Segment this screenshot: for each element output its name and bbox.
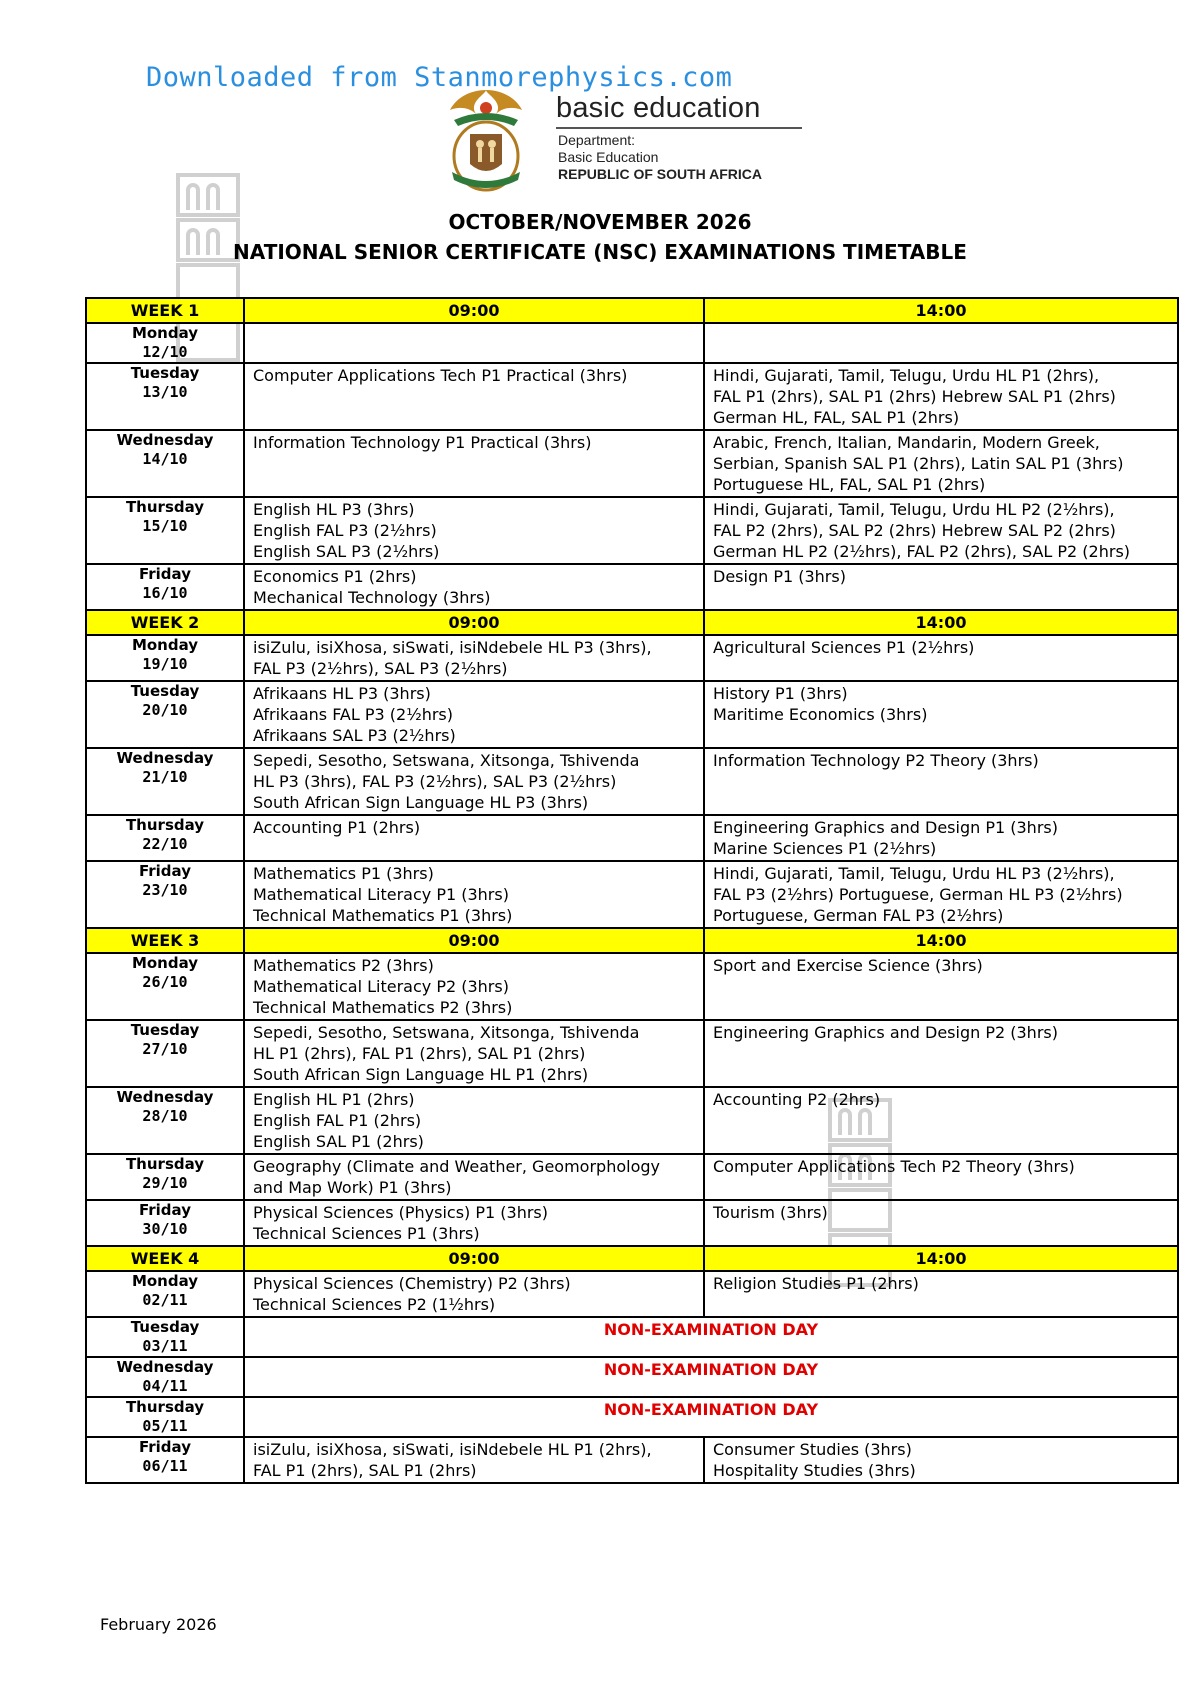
- day-date: 30/10: [142, 1220, 188, 1238]
- day-row: [86, 363, 1178, 430]
- day-row: [86, 748, 1178, 815]
- day-name: Tuesday: [130, 1318, 200, 1336]
- day-name: Thursday: [125, 816, 205, 834]
- day-date: 06/11: [142, 1457, 188, 1475]
- day-cell: [86, 1154, 244, 1200]
- day-name: Friday: [138, 1438, 191, 1456]
- day-cell: [86, 1357, 244, 1397]
- exam-entry: Hospitality Studies (3hrs): [713, 1461, 916, 1480]
- week-header-row: [86, 298, 1178, 323]
- exam-entry: English SAL P3 (2½hrs): [253, 542, 440, 561]
- dept-line-1: Department:: [558, 132, 636, 148]
- exam-entry: Computer Applications Tech P1 Practical (3hrs): [253, 366, 628, 385]
- day-cell: [86, 1317, 244, 1357]
- day-cell: [86, 1200, 244, 1246]
- exam-entry: Maritime Economics (3hrs): [713, 705, 928, 724]
- session-time-morning: 09:00: [244, 298, 704, 323]
- day-cell: [86, 564, 244, 610]
- exam-entry: Serbian, Spanish SAL P1 (2hrs), Latin SAL P1 (3hrs): [713, 454, 1124, 473]
- afternoon-session-cell: [704, 635, 1178, 681]
- day-name: Monday: [131, 636, 199, 654]
- session-time-afternoon: 14:00: [704, 1246, 1178, 1271]
- afternoon-session-cell: [704, 748, 1178, 815]
- week-label: WEEK 4: [86, 1246, 244, 1271]
- department-logo: [440, 86, 810, 198]
- exam-entry: Marine Sciences P1 (2½hrs): [713, 839, 937, 858]
- day-row: [86, 1437, 1178, 1483]
- day-row: [86, 1087, 1178, 1154]
- exam-entry: Tourism (3hrs): [713, 1203, 828, 1222]
- day-date: 21/10: [142, 768, 188, 786]
- exam-entry: Mathematics P1 (3hrs): [253, 864, 434, 883]
- afternoon-session-cell: [704, 953, 1178, 1020]
- exam-entry: History P1 (3hrs): [713, 684, 848, 703]
- exam-entry: Technical Mathematics P1 (3hrs): [253, 906, 513, 925]
- dept-line-2: Basic Education: [558, 149, 659, 165]
- exam-entry: Engineering Graphics and Design P2 (3hrs): [713, 1023, 1058, 1042]
- exam-entry: Sepedi, Sesotho, Setswana, Xitsonga, Tshivenda: [253, 1023, 640, 1042]
- exam-entry: Technical Sciences P1 (3hrs): [253, 1224, 480, 1243]
- exam-entry: Accounting P1 (2hrs): [253, 818, 421, 837]
- week-header-row: [86, 610, 1178, 635]
- exam-entry: Economics P1 (2hrs): [253, 567, 417, 586]
- exam-entry: Afrikaans HL P3 (3hrs): [253, 684, 431, 703]
- exam-entry: Physical Sciences (Chemistry) P2 (3hrs): [253, 1274, 571, 1293]
- morning-session-cell: [244, 1271, 704, 1317]
- exam-entry: Mathematics P2 (3hrs): [253, 956, 434, 975]
- day-name: Tuesday: [130, 1021, 200, 1039]
- morning-session-cell: [244, 953, 704, 1020]
- non-exam-day: NON-EXAMINATION DAY: [244, 1397, 1178, 1437]
- day-cell: [86, 748, 244, 815]
- afternoon-session-cell: [704, 430, 1178, 497]
- dept-line-3: REPUBLIC OF SOUTH AFRICA: [558, 166, 763, 182]
- day-row: [86, 564, 1178, 610]
- exam-entry: English FAL P3 (2½hrs): [253, 521, 437, 540]
- exam-entry: Technical Sciences P2 (1½hrs): [253, 1295, 496, 1314]
- week-header-row: [86, 928, 1178, 953]
- exam-entry: Mathematical Literacy P1 (3hrs): [253, 885, 509, 904]
- day-row: [86, 1200, 1178, 1246]
- exam-entry: Technical Mathematics P2 (3hrs): [253, 998, 513, 1017]
- page-title: OCTOBER/NOVEMBER 2026: [448, 210, 752, 234]
- session-time-morning: 09:00: [244, 928, 704, 953]
- exam-entry: Afrikaans FAL P3 (2½hrs): [253, 705, 454, 724]
- day-name: Friday: [138, 862, 191, 880]
- exam-entry: Information Technology P1 Practical (3hrs): [253, 433, 592, 452]
- day-row: [86, 1271, 1178, 1317]
- exam-entry: Religion Studies P1 (2hrs): [713, 1274, 919, 1293]
- exam-entry: English FAL P1 (2hrs): [253, 1111, 422, 1130]
- day-date: 23/10: [142, 881, 188, 899]
- afternoon-session-cell: [704, 815, 1178, 861]
- exam-entry: Design P1 (3hrs): [713, 567, 846, 586]
- day-cell: [86, 497, 244, 564]
- exam-entry: isiZulu, isiXhosa, siSwati, isiNdebele HL P1 (2hrs),: [253, 1440, 652, 1459]
- day-row: [86, 1154, 1178, 1200]
- exam-entry: Hindi, Gujarati, Tamil, Telugu, Urdu HL P2 (2½hrs),: [713, 500, 1115, 519]
- day-name: Wednesday: [116, 431, 214, 449]
- afternoon-session-cell: [704, 564, 1178, 610]
- footer-date: February 2026: [100, 1615, 217, 1634]
- day-name: Tuesday: [130, 682, 200, 700]
- day-date: 22/10: [142, 835, 188, 853]
- day-row: [86, 1397, 1178, 1437]
- morning-session-cell: [244, 815, 704, 861]
- exam-entry: English SAL P1 (2hrs): [253, 1132, 424, 1151]
- exam-entry: Sport and Exercise Science (3hrs): [713, 956, 983, 975]
- day-date: 15/10: [142, 517, 188, 535]
- page-subtitle: NATIONAL SENIOR CERTIFICATE (NSC) EXAMINATIONS TIMETABLE: [233, 240, 967, 264]
- brand-divider: [556, 127, 802, 129]
- exam-entry: Computer Applications Tech P2 Theory (3hrs): [713, 1157, 1075, 1176]
- day-cell: [86, 1020, 244, 1087]
- afternoon-session-cell: [704, 323, 1178, 363]
- day-row: [86, 681, 1178, 748]
- day-name: Wednesday: [116, 1088, 214, 1106]
- exam-entry: HL P3 (3hrs), FAL P3 (2½hrs), SAL P3 (2½hrs): [253, 772, 617, 791]
- day-cell: [86, 1437, 244, 1483]
- afternoon-session-cell: [704, 1020, 1178, 1087]
- day-name: Wednesday: [116, 1358, 214, 1376]
- session-time-afternoon: 14:00: [704, 298, 1178, 323]
- exam-entry: Arabic, French, Italian, Mandarin, Modern Greek,: [713, 433, 1100, 452]
- day-cell: [86, 681, 244, 748]
- exam-entry: Mathematical Literacy P2 (3hrs): [253, 977, 509, 996]
- day-cell: [86, 363, 244, 430]
- exam-entry: Portuguese, German FAL P3 (2½hrs): [713, 906, 1004, 925]
- exam-entry: Information Technology P2 Theory (3hrs): [713, 751, 1039, 770]
- afternoon-session-cell: [704, 1271, 1178, 1317]
- exam-entry: Hindi, Gujarati, Tamil, Telugu, Urdu HL P3 (2½hrs),: [713, 864, 1115, 883]
- day-name: Friday: [138, 1201, 191, 1219]
- day-date: 28/10: [142, 1107, 188, 1125]
- session-time-morning: 09:00: [244, 1246, 704, 1271]
- exam-entry: Physical Sciences (Physics) P1 (3hrs): [253, 1203, 548, 1222]
- week-label: WEEK 1: [86, 298, 244, 323]
- day-date: 04/11: [142, 1377, 188, 1395]
- day-row: [86, 1317, 1178, 1357]
- day-date: 20/10: [142, 701, 188, 719]
- exam-entry: South African Sign Language HL P3 (3hrs): [253, 793, 589, 812]
- session-time-morning: 09:00: [244, 610, 704, 635]
- afternoon-session-cell: [704, 497, 1178, 564]
- day-row: [86, 861, 1178, 928]
- afternoon-session-cell: [704, 681, 1178, 748]
- day-cell: [86, 953, 244, 1020]
- day-row: [86, 1357, 1178, 1397]
- morning-session-cell: [244, 363, 704, 430]
- day-date: 26/10: [142, 973, 188, 991]
- afternoon-session-cell: [704, 1154, 1178, 1200]
- day-name: Friday: [138, 565, 191, 583]
- morning-session-cell: [244, 861, 704, 928]
- day-cell: [86, 815, 244, 861]
- exam-entry: Agricultural Sciences P1 (2½hrs): [713, 638, 975, 657]
- exam-entry: Engineering Graphics and Design P1 (3hrs): [713, 818, 1058, 837]
- day-name: Wednesday: [116, 749, 214, 767]
- morning-session-cell: [244, 635, 704, 681]
- non-exam-day: NON-EXAMINATION DAY: [244, 1317, 1178, 1357]
- exam-entry: Portuguese HL, FAL, SAL P1 (2hrs): [713, 475, 986, 494]
- day-date: 03/11: [142, 1337, 188, 1355]
- exam-entry: German HL, FAL, SAL P1 (2hrs): [713, 408, 960, 427]
- exam-entry: Hindi, Gujarati, Tamil, Telugu, Urdu HL P1 (2hrs),: [713, 366, 1100, 385]
- day-cell: [86, 1087, 244, 1154]
- timetable: [85, 297, 1179, 1484]
- day-date: 16/10: [142, 584, 188, 602]
- day-row: [86, 635, 1178, 681]
- exam-entry: Sepedi, Sesotho, Setswana, Xitsonga, Tshivenda: [253, 751, 640, 770]
- morning-session-cell: [244, 430, 704, 497]
- morning-session-cell: [244, 1020, 704, 1087]
- day-name: Thursday: [125, 1398, 205, 1416]
- exam-entry: isiZulu, isiXhosa, siSwati, isiNdebele HL P3 (3hrs),: [253, 638, 652, 657]
- exam-entry: German HL P2 (2½hrs), FAL P2 (2hrs), SAL P2 (2hrs): [713, 542, 1131, 561]
- morning-session-cell: [244, 748, 704, 815]
- morning-session-cell: [244, 323, 704, 363]
- day-name: Tuesday: [130, 364, 200, 382]
- day-name: Monday: [131, 1272, 199, 1290]
- day-row: [86, 430, 1178, 497]
- week-label: WEEK 2: [86, 610, 244, 635]
- exam-entry: FAL P1 (2hrs), SAL P1 (2hrs): [253, 1461, 477, 1480]
- morning-session-cell: [244, 1087, 704, 1154]
- day-cell: [86, 635, 244, 681]
- exam-entry: FAL P1 (2hrs), SAL P1 (2hrs) Hebrew SAL P1 (2hrs): [713, 387, 1116, 406]
- watermark-link[interactable]: Downloaded from Stanmorephysics.com: [146, 62, 733, 93]
- morning-session-cell: [244, 497, 704, 564]
- day-date: 02/11: [142, 1291, 188, 1309]
- day-row: [86, 953, 1178, 1020]
- day-row: [86, 497, 1178, 564]
- department-name: [558, 132, 762, 183]
- session-time-afternoon: 14:00: [704, 610, 1178, 635]
- exam-entry: FAL P2 (2hrs), SAL P2 (2hrs) Hebrew SAL P2 (2hrs): [713, 521, 1116, 540]
- day-date: 27/10: [142, 1040, 188, 1058]
- morning-session-cell: [244, 1437, 704, 1483]
- day-name: Thursday: [125, 1155, 205, 1173]
- day-date: 14/10: [142, 450, 188, 468]
- exam-entry: FAL P3 (2½hrs), SAL P3 (2½hrs): [253, 659, 508, 678]
- day-cell: [86, 430, 244, 497]
- day-cell: [86, 323, 244, 363]
- morning-session-cell: [244, 1200, 704, 1246]
- day-date: 29/10: [142, 1174, 188, 1192]
- afternoon-session-cell: [704, 1200, 1178, 1246]
- day-row: [86, 323, 1178, 363]
- day-row: [86, 815, 1178, 861]
- day-cell: [86, 1397, 244, 1437]
- day-date: 19/10: [142, 655, 188, 673]
- session-time-afternoon: 14:00: [704, 928, 1178, 953]
- day-cell: [86, 861, 244, 928]
- morning-session-cell: [244, 564, 704, 610]
- exam-entry: Mechanical Technology (3hrs): [253, 588, 491, 607]
- week-header-row: [86, 1246, 1178, 1271]
- exam-entry: FAL P3 (2½hrs) Portuguese, German HL P3 (2½hrs): [713, 885, 1123, 904]
- exam-entry: and Map Work) P1 (3hrs): [253, 1178, 452, 1197]
- coat-of-arms-icon: [440, 86, 532, 196]
- exam-entry: HL P1 (2hrs), FAL P1 (2hrs), SAL P1 (2hrs): [253, 1044, 586, 1063]
- afternoon-session-cell: [704, 1087, 1178, 1154]
- exam-entry: Geography (Climate and Weather, Geomorphology: [253, 1157, 660, 1176]
- exam-entry: English HL P3 (3hrs): [253, 500, 415, 519]
- day-cell: [86, 1271, 244, 1317]
- exam-entry: Accounting P2 (2hrs): [713, 1090, 881, 1109]
- day-name: Monday: [131, 954, 199, 972]
- day-date: 13/10: [142, 383, 188, 401]
- exam-entry: Consumer Studies (3hrs): [713, 1440, 912, 1459]
- day-date: 12/10: [142, 343, 188, 361]
- morning-session-cell: [244, 681, 704, 748]
- afternoon-session-cell: [704, 861, 1178, 928]
- day-name: Monday: [131, 324, 199, 342]
- week-label: WEEK 3: [86, 928, 244, 953]
- non-exam-day: NON-EXAMINATION DAY: [244, 1357, 1178, 1397]
- brand-name: basic education: [556, 92, 761, 124]
- exam-entry: Afrikaans SAL P3 (2½hrs): [253, 726, 456, 745]
- afternoon-session-cell: [704, 1437, 1178, 1483]
- day-name: Thursday: [125, 498, 205, 516]
- day-date: 05/11: [142, 1417, 188, 1435]
- afternoon-session-cell: [704, 363, 1178, 430]
- exam-entry: English HL P1 (2hrs): [253, 1090, 415, 1109]
- day-row: [86, 1020, 1178, 1087]
- exam-entry: South African Sign Language HL P1 (2hrs): [253, 1065, 589, 1084]
- morning-session-cell: [244, 1154, 704, 1200]
